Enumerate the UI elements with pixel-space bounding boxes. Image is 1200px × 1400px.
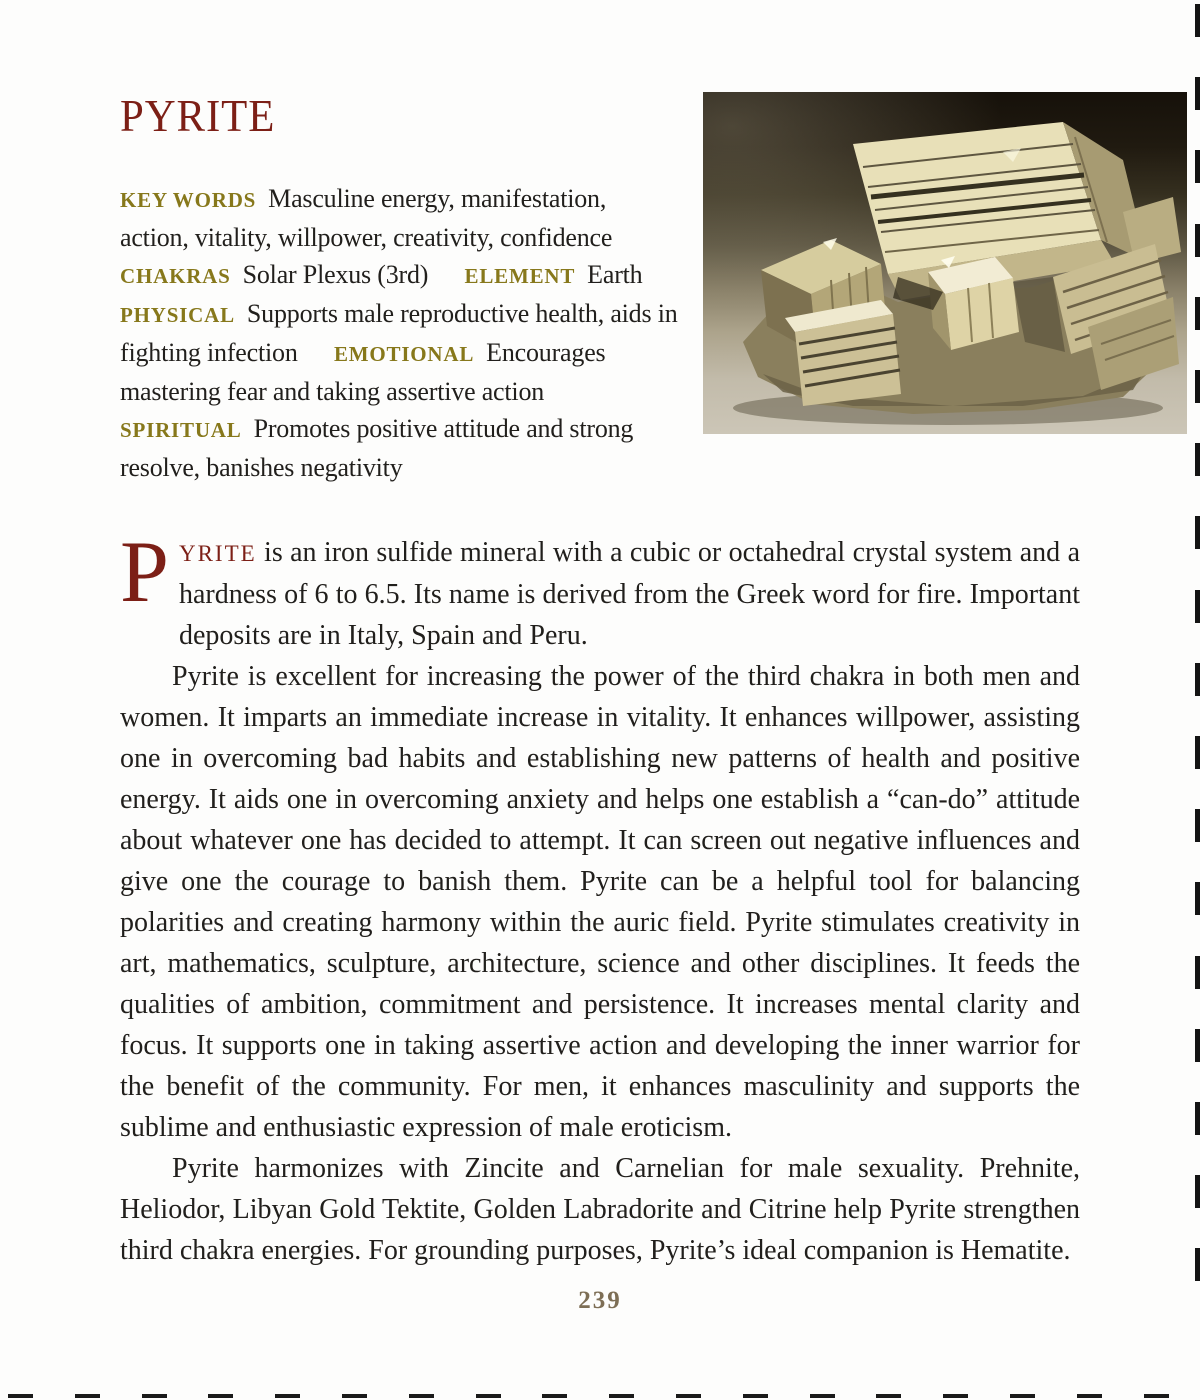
right-edge-tick [1195,297,1200,330]
pyrite-photo [703,92,1187,434]
right-edge-tick [1195,4,1200,37]
page-title: PYRITE [120,90,276,141]
bottom-edge-tick [1144,1394,1169,1398]
chakras-label: CHAKRAS [120,264,231,288]
emotional-value: Encourages mastering fear and taking assertive action [120,338,606,406]
bottom-edge-tick [1077,1394,1102,1398]
key-words-value: Masculine energy, manifestation, action, vitality, willpower, creativity, confidence [120,184,613,252]
bottom-edge-tick [542,1394,567,1398]
intro-text: is an iron sulfide mineral with a cubic or octahedral crystal system and a hardness of 6 to 6.5. Its name is derived from the Greek word for fire. Important deposits are in Italy, Spain and Peru. [178,537,1080,651]
body-section [120,524,1080,1271]
element-value: Earth [587,260,643,289]
bottom-edge-tick [8,1394,33,1398]
bottom-edge-tick [275,1394,300,1398]
right-edge-tick [1195,1248,1200,1281]
bottom-edge-tick [743,1394,768,1398]
right-edge-tick [1195,224,1200,257]
bottom-edge-tick [1010,1394,1035,1398]
attribute-key-words [120,184,612,252]
right-edge-tick [1195,1175,1200,1208]
paragraph-intro [120,524,1080,656]
bottom-edge-tick [609,1394,634,1398]
right-edge-tick [1195,956,1200,989]
bottom-edge-tick [876,1394,901,1398]
right-edge-tick [1195,443,1200,476]
bottom-edge-tick [409,1394,434,1398]
bottom-edge-tick [75,1394,100,1398]
bottom-edge-tick [676,1394,701,1398]
bottom-edge-tick [208,1394,233,1398]
attribute-chakras [120,260,428,289]
header-section [120,92,1187,486]
page-footer [120,1287,1200,1315]
right-edge-tick [1195,77,1200,110]
right-edge-tick [1195,1102,1200,1135]
right-edge-tick [1195,370,1200,403]
bottom-edge-tick [342,1394,367,1398]
right-edge-tick [1195,1029,1200,1062]
chakras-value: Solar Plexus (3rd) [242,260,429,289]
right-edge-tick [1195,150,1200,183]
spiritual-value: Promotes positive attitude and strong resolve, banishes negativity [120,414,634,482]
key-words-label: KEY WORDS [120,188,257,212]
pyrite-crystal-illustration [703,92,1187,434]
lead-small-caps: YRITE [178,541,257,566]
bottom-edge-tick [943,1394,968,1398]
attribute-element [465,260,643,289]
right-edge-tick [1195,590,1200,623]
drop-cap: P [120,524,169,621]
paragraph-properties: Pyrite is excellent for increasing the power of the third chakra in both men and women. It imparts an immediate increase in vitality. It enhances willpower, assisting one in overcoming bad habits and establishing new patterns of health and positive energy. It aids one in overcoming anxiety and helps one establish a “can-do” attitude about whatever one has decided to attempt. It can screen out negative influences and give one the courage to banish them. Pyrite can be a helpful tool for balancing polarities and creating harmony within the auric field. Pyrite stimulates creativity in art, mathematics, sculpture, architecture, science and other disciplines. It feeds the qualities of ambition, commitment and persistence. It increases mental clarity and focus. It supports one in taking assertive action and developing the inner warrior for the benefit of the community. For men, it enhances masculinity and supports the sublime and enthusiastic expression of male eroticism. [120,661,1080,1143]
right-edge-tick [1195,882,1200,915]
bottom-edge-tick [142,1394,167,1398]
attribute-spiritual [120,414,633,482]
element-label: ELEMENT [464,264,576,288]
bottom-edge-tick [810,1394,835,1398]
physical-value: Supports male reproductive health, aids in fighting infection [120,299,678,367]
right-edge-tick [1195,516,1200,549]
right-edge-tick [1195,736,1200,769]
right-edge-tick [1195,663,1200,696]
page-number: 239 [578,1287,622,1314]
emotional-label: EMOTIONAL [333,342,475,366]
physical-label: PHYSICAL [120,303,235,327]
bottom-edge-tick [476,1394,501,1398]
spiritual-label: SPIRITUAL [120,418,242,442]
right-edge-tick [1195,809,1200,842]
paragraph-combinations: Pyrite harmonizes with Zincite and Carnelian for male sexuality. Prehnite, Heliodor, Libyan Gold Tektite, Golden Labradorite and Citrine help Pyrite strengthen third chakra energies. For grounding purposes, Pyrite’s ideal companion is Hematite. [120,1153,1080,1266]
